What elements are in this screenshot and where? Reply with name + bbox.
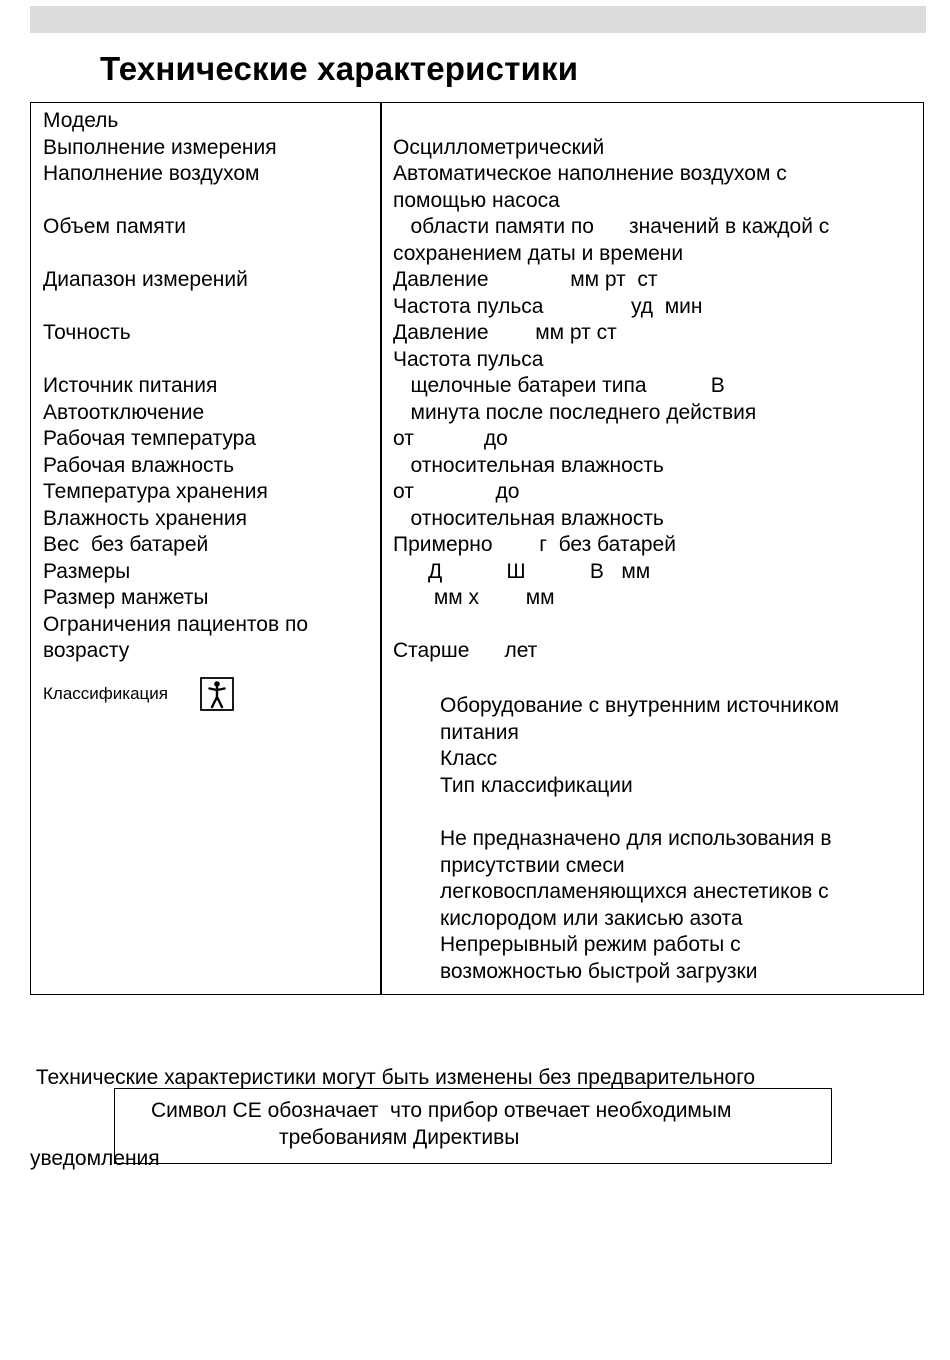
value-class-1: Оборудование с внутренним источником [440,694,840,717]
value-age-limit: Старше лет [393,639,538,662]
label-age-limit: Ограничения пациентов по [43,613,309,636]
label-power: Источник питания [43,374,218,397]
label-storage-temp: Температура хранения [43,480,268,503]
value-range-pulse: Частота пульса уд мин [393,295,703,318]
label-memory: Объем памяти [43,215,186,238]
header-bar [30,6,926,33]
value-range-pressure: Давление мм рт ст [393,268,658,291]
value-accuracy-pulse: Частота пульса [393,348,544,371]
column-divider [380,103,382,994]
label-cuff-size: Размер манжеты [43,586,209,609]
value-class-4: Тип классификации [440,774,633,797]
value-op-humidity: относительная влажность [393,454,664,477]
value-storage-temp: от до [393,480,520,503]
label-model: Модель [43,109,119,132]
value-class-3: Класс [440,747,498,770]
value-class-10: возможностью быстрой загрузки [440,960,758,983]
page-title: Технические характеристики [100,50,579,87]
value-measurement: Осциллометрический [393,135,605,159]
value-class-8: кислородом или закисью азота [440,907,743,930]
value-op-temp: от до [393,427,508,450]
label-inflation: Наполнение воздухом [43,162,260,185]
label-range: Диапазон измерений [43,268,248,291]
ce-notice-box [114,1088,832,1164]
label-op-temp: Рабочая температура [43,427,256,450]
ce-notice-line-1: Символ CE обозначает что прибор отвечает необходимым [151,1099,732,1122]
value-dimensions: Д Ш В мм [393,560,651,583]
footnote-line-1: Технические характеристики могут быть изменены без предварительного [30,1066,756,1089]
value-memory-1: области памяти по значений в каждой с [393,215,830,238]
value-cuff-size: мм х мм [393,586,555,609]
type-bf-body-icon [200,677,234,711]
value-class-6: присутствии смеси [440,854,625,877]
footnote-line-2: уведомления [30,1147,160,1170]
value-auto-off: минута после последнего действия [393,401,757,424]
label-op-humidity: Рабочая влажность [43,454,235,477]
spec-table [30,102,924,995]
label-weight: Вес без батарей [43,533,209,556]
value-class-2: питания [440,721,519,744]
value-class-5: Не предназначено для использования в [440,827,832,850]
value-accuracy-pressure: Давление мм рт ст [393,321,617,344]
value-storage-humidity: относительная влажность [393,507,664,530]
label-classification: Классификация [43,684,168,703]
value-class-9: Непрерывный режим работы с [440,933,741,956]
label-auto-off: Автоотключение [43,401,205,424]
value-memory-2: сохранением даты и времени [393,242,684,265]
label-measurement: Выполнение измерения [43,135,277,159]
value-inflation-1: Автоматическое наполнение воздухом с [393,162,787,185]
value-class-7: легковоспламеняющихся анестетиков с [440,880,829,903]
value-weight: Примерно г без батарей [393,533,676,556]
label-accuracy: Точность [43,321,131,344]
label-storage-humidity: Влажность хранения [43,507,247,530]
label-age-limit-cont: возрасту [43,639,130,662]
ce-notice-line-2: требованиям Директивы [279,1126,520,1149]
value-inflation-2: помощью насоса [393,189,560,212]
label-dimensions: Размеры [43,560,131,583]
value-power: щелочные батареи типа В [393,374,725,397]
